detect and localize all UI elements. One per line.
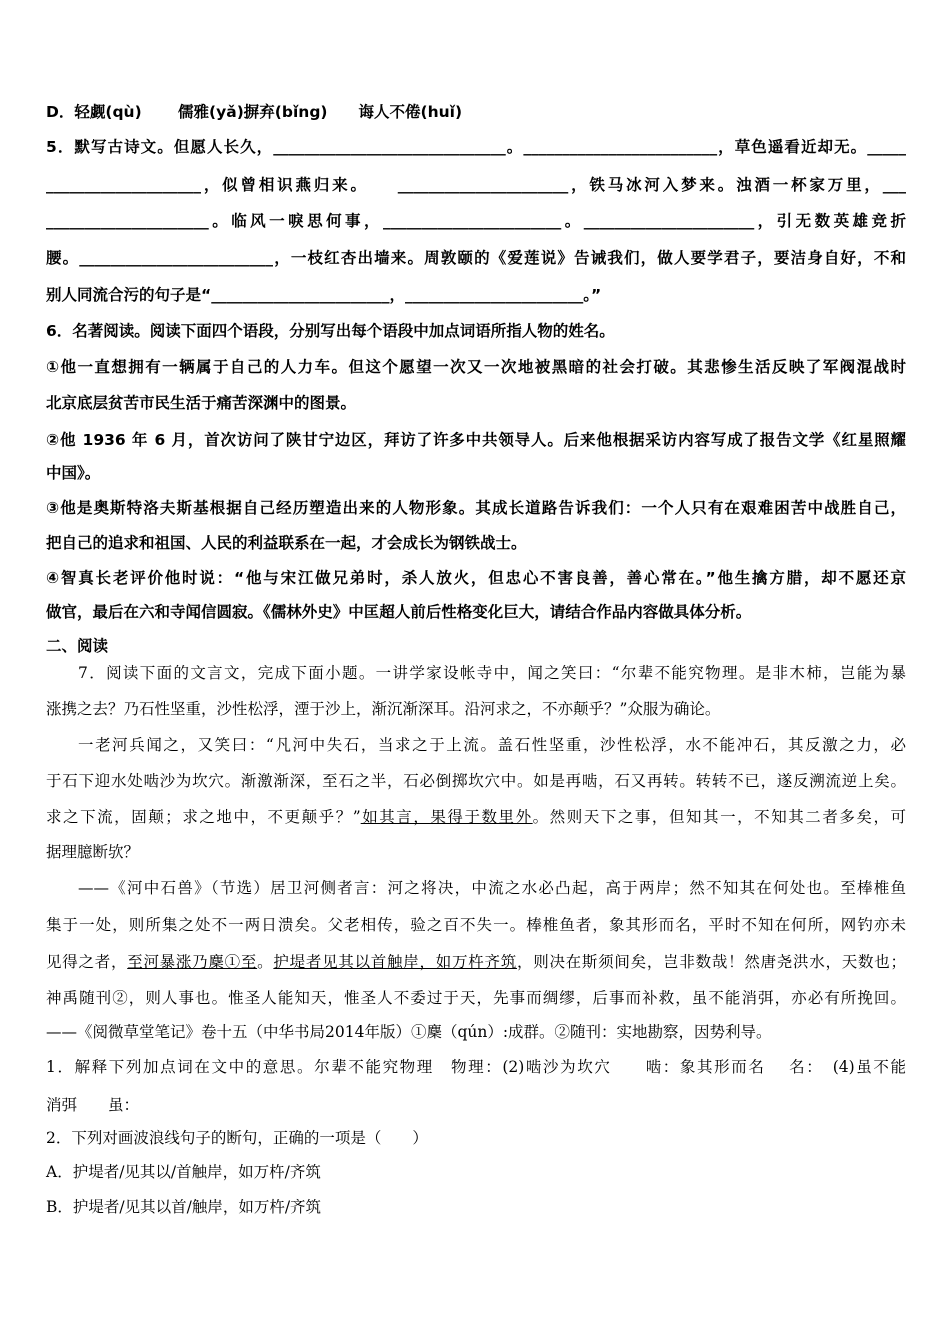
text-line: [46, 1022, 906, 1042]
text-segment: ②他 1936 年 6 月，首次访问了陕甘宁边区，拜访了许多中共领导人。后来他根据采访内容写成了报告文学《红星照耀: [46, 431, 906, 449]
text-segment: 消弭 虽：: [46, 1096, 140, 1114]
text-segment: ，则决在斯须间矣，岂非数哉！然唐尧洪水，天数也；: [516, 953, 906, 971]
text-line: [46, 568, 906, 588]
text-line: [46, 1057, 906, 1077]
text-line: [46, 952, 906, 972]
text-line: [46, 533, 906, 553]
text-segment: ——《阅微草堂笔记》卷十五（中华书局2014年版）①麇（qún）:成群。②随刊：实地勘察，因势利导。: [46, 1023, 772, 1041]
text-segment: B．护堤者/见其以首/触岸，如万杵/齐筑: [46, 1198, 322, 1216]
text-line: [46, 915, 906, 935]
text-segment: 集于一处，则所集之处不一两日溃矣。父老相传，验之百不失一。棒椎鱼者，象其形而名，平时不知在何所，网钓亦未: [46, 916, 906, 934]
text-line: [46, 137, 906, 157]
text-segment: 。然则天下之事，但知其一，不知其二者多矣，可: [532, 808, 906, 826]
text-line: [46, 878, 906, 898]
text-line: [46, 211, 906, 231]
text-line: [46, 842, 906, 862]
underlined-phrase: 护堤者见其以首触岸，如万杵齐筑: [273, 953, 517, 971]
text-line: [46, 699, 906, 719]
underlined-phrase: 如其言，果得于数里外: [360, 808, 533, 826]
text-segment: A．护堤者/见其以/首触岸，如万杵/齐筑: [46, 1163, 321, 1181]
text-segment: 别人同流合污的句子是“_______________________，_______________________。”: [46, 286, 602, 304]
text-line: [46, 636, 906, 656]
text-line: [46, 663, 906, 683]
text-segment: 5．默写古诗文。但愿人长久，______________________________。_________________________，草色遥看近却无。_____: [46, 138, 906, 156]
text-line: [46, 393, 906, 413]
text-segment: 神禹随刊②，则人事也。惟圣人能知天，惟圣人不委过于天，先事而绸缪，后事而补救，虽不能消弭，亦必有所挽回。: [46, 989, 906, 1007]
text-line: [46, 1095, 906, 1115]
text-segment: 见得之者，: [46, 953, 128, 971]
text-segment: _____________________。临风一唳思何事，_______________________。______________________，引无数英雄竞折: [46, 212, 906, 230]
text-line: [46, 1128, 906, 1148]
text-segment: 1．解释下列加点词在文中的意思。尔辈不能究物理 物理：(2)啮沙为坎穴 啮：象其形而名 名： (4)虽不能: [46, 1058, 906, 1076]
text-segment: ——《河中石兽》（节选）居卫河侧者言：河之将决，中流之水必凸起，高于两岸；然不知其在何处也。至棒椎鱼: [78, 879, 906, 897]
text-segment: 中国》。: [46, 464, 101, 482]
text-segment: 做官，最后在六和寺闻信圆寂。《儒林外史》中匡超人前后性格变化巨大，请结合作品内容做具体分析。: [46, 603, 752, 621]
text-line: [46, 102, 906, 122]
text-line: [46, 357, 906, 377]
text-segment: 一老河兵闻之，又笑曰：“凡河中失石，当求之于上流。盖石性坚重，沙性松浮，水不能冲石，其反激之力，必: [78, 736, 906, 754]
text-line: [46, 735, 906, 755]
text-segment: 据理臆断欤？: [46, 843, 140, 861]
text-segment: 二、阅读: [46, 637, 109, 655]
text-segment: D．轻觑(qù) 儒雅(yǎ)摒弃(bǐng) 诲人不倦(huǐ): [46, 103, 463, 121]
text-segment: 北京底层贫苦市民生活于痛苦深渊中的图景。: [46, 394, 357, 412]
text-line: [46, 463, 906, 483]
text-segment: 求之下流，固颠；求之地中，不更颠乎？”: [46, 808, 361, 826]
text-line: [46, 602, 906, 622]
text-line: [46, 498, 906, 518]
text-line: [46, 248, 906, 268]
text-segment: 6．名著阅读。阅读下面四个语段，分别写出每个语段中加点词语所指人物的姓名。: [46, 322, 615, 340]
text-line: [46, 430, 906, 450]
underlined-phrase: 至河暴涨乃麇①至: [127, 953, 258, 971]
text-segment: 腰。_________________________，一枝红杏出墙来。周敦颐的《爱莲说》告诫我们，做人要学君子，要洁身自好，不和: [46, 249, 906, 267]
text-segment: 涨携之去？乃石性坚重，沙性松浮，湮于沙上，渐沉渐深耳。沿河求之，不亦颠乎？”众服为确论。: [46, 700, 721, 718]
text-segment: 2．下列对画波浪线句子的断句，正确的一项是（ ）: [46, 1129, 428, 1147]
text-segment: 。: [257, 953, 274, 971]
text-segment: ③他是奥斯特洛夫斯基根据自己经历塑造出来的人物形象。其成长道路告诉我们：一个人只有在艰难困苦中战胜自己，: [46, 499, 906, 517]
text-segment: ④智真长老评价他时说：“他与宋江做兄弟时，杀人放火，但忠心不害良善，善心常在。”他生擒方腊，却不愿还京: [46, 569, 906, 587]
text-segment: 7．阅读下面的文言文，完成下面小题。一讲学家设帐寺中，闻之笑曰：“尔辈不能究物理。是非木柿，岂能为暴: [78, 664, 906, 682]
text-line: [46, 321, 906, 341]
text-line: [46, 285, 906, 305]
text-line: [46, 1197, 906, 1217]
text-segment: ____________________，似曾相识燕归来。 ______________________，铁马冰河入梦来。浊酒一杯家万里，___: [46, 176, 906, 194]
text-segment: 于石下迎水处啮沙为坎穴。渐激渐深，至石之半，石必倒掷坎穴中。如是再啮，石又再转。转转不已，遂反溯流逆上矣。: [46, 772, 906, 790]
text-line: [46, 1162, 906, 1182]
text-line: [46, 807, 906, 827]
text-segment: 把自己的追求和祖国、人民的利益联系在一起，才会成长为钢铁战士。: [46, 534, 527, 552]
text-line: [46, 175, 906, 195]
text-line: [46, 988, 906, 1008]
text-segment: ①他一直想拥有一辆属于自己的人力车。但这个愿望一次又一次地被黑暗的社会打破。其悲惨生活反映了军阀混战时: [46, 358, 906, 376]
text-line: [46, 771, 906, 791]
